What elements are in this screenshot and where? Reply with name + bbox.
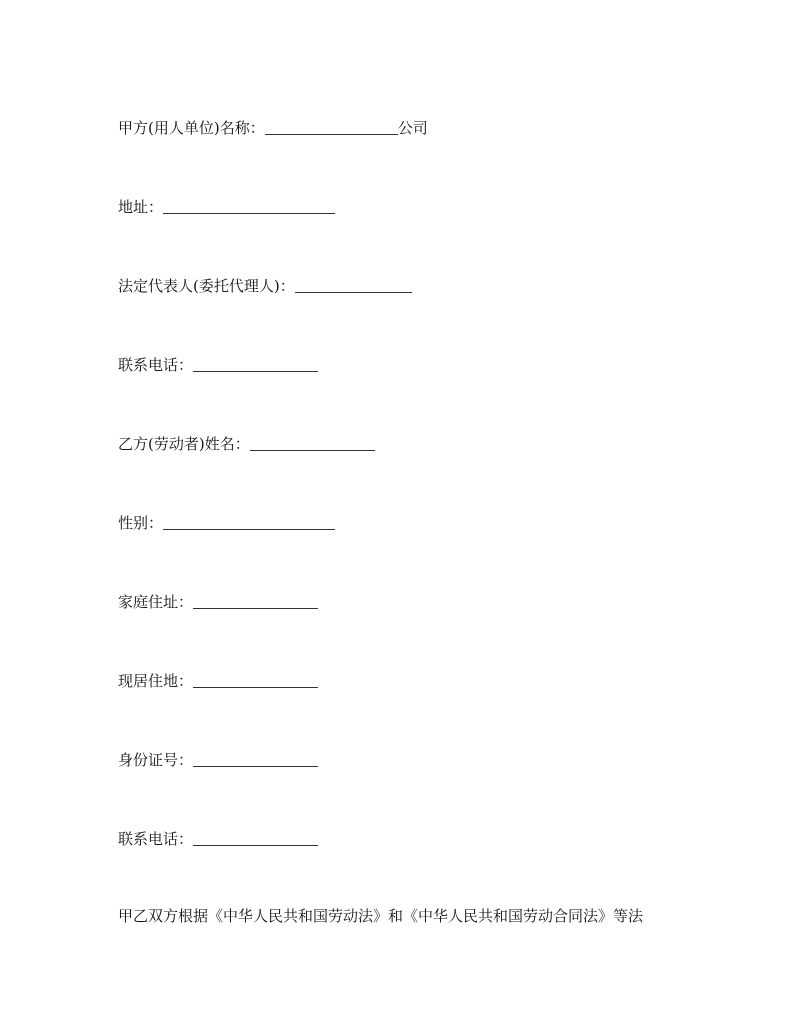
gender-blank[interactable] <box>163 514 335 530</box>
employer-address-blank[interactable] <box>163 198 335 214</box>
employer-name-row <box>118 118 428 138</box>
id-number-row <box>118 750 318 770</box>
home-address-blank[interactable] <box>193 593 318 609</box>
preamble-text: 甲乙双方根据《中华人民共和国劳动法》和《中华人民共和国劳动合同法》等法 <box>118 907 644 925</box>
current-residence-blank[interactable] <box>193 672 318 688</box>
id-number-label: 身份证号： <box>118 751 194 769</box>
legal-representative-row <box>118 276 412 296</box>
employer-name-label: 甲方(用人单位)名称： <box>118 119 265 137</box>
gender-label: 性别： <box>118 514 164 532</box>
employer-address-row <box>118 197 335 217</box>
employee-phone-blank[interactable] <box>193 830 318 846</box>
gender-row <box>118 513 335 533</box>
employee-name-blank[interactable] <box>250 435 375 451</box>
employer-phone-label: 联系电话： <box>118 356 194 374</box>
legal-representative-blank[interactable] <box>295 277 412 293</box>
employer-phone-blank[interactable] <box>193 356 318 372</box>
employee-name-label: 乙方(劳动者)姓名： <box>118 435 250 453</box>
current-residence-label: 现居住地： <box>118 672 194 690</box>
home-address-row <box>118 592 318 612</box>
employee-name-row <box>118 434 375 454</box>
employee-phone-label: 联系电话： <box>118 830 194 848</box>
preamble-paragraph <box>118 906 643 926</box>
legal-representative-label: 法定代表人(委托代理人)： <box>118 277 295 295</box>
employer-name-suffix: 公司 <box>397 119 428 137</box>
current-residence-row <box>118 671 318 691</box>
employer-address-label: 地址： <box>118 198 164 216</box>
id-number-blank[interactable] <box>193 751 318 767</box>
employee-phone-row <box>118 829 318 849</box>
employer-name-blank[interactable] <box>265 119 398 135</box>
home-address-label: 家庭住址： <box>118 593 194 611</box>
employer-phone-row <box>118 355 318 375</box>
